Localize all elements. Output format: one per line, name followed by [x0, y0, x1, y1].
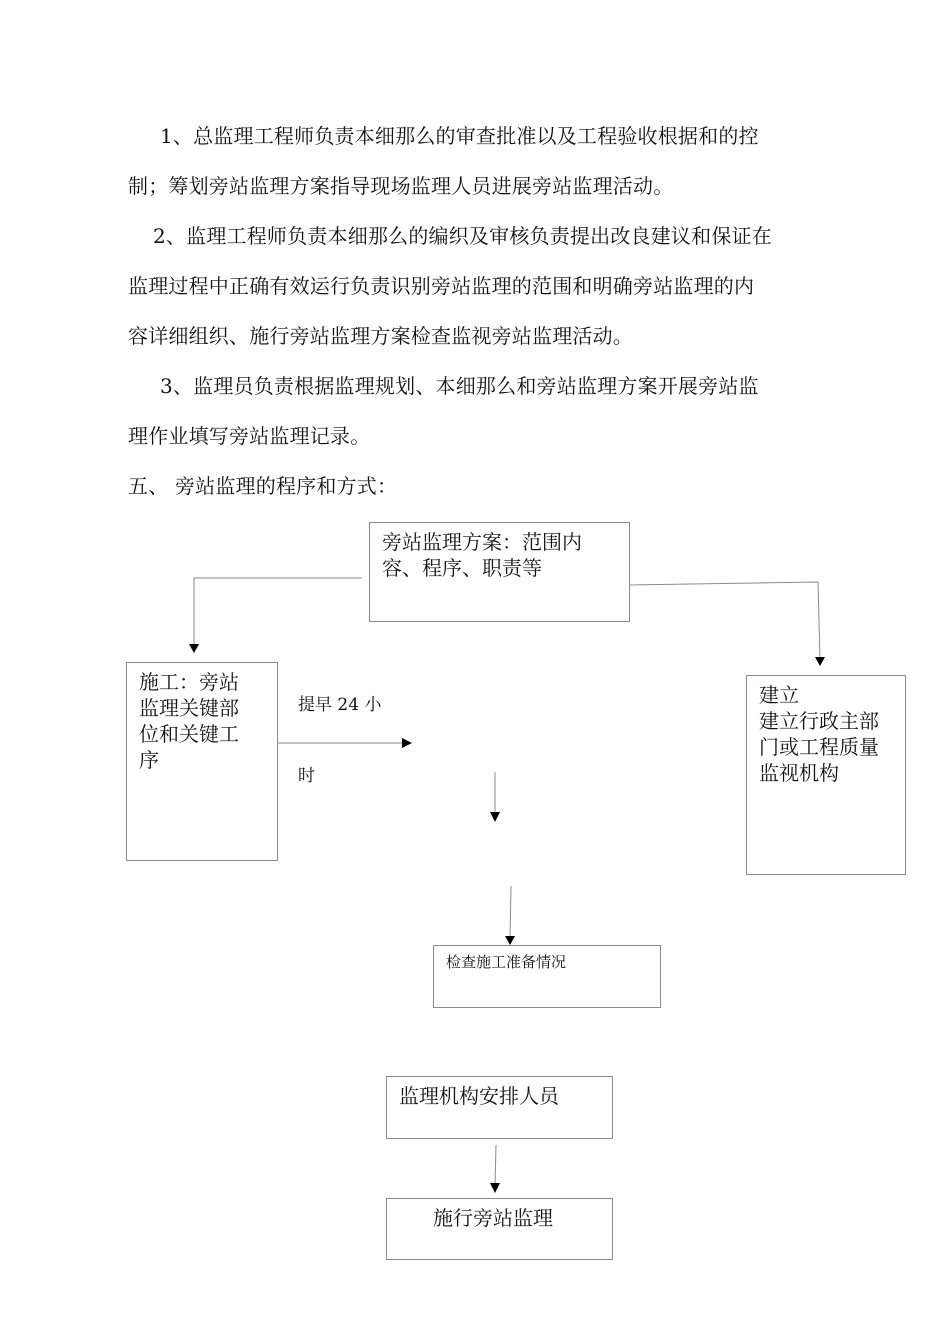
- admin-box-text: 建立 建立行政主部 门或工程质量 监视机构: [759, 683, 879, 785]
- connector-plan-to-construction: [194, 578, 362, 652]
- notify-label-top: 提早 24 小: [298, 695, 382, 715]
- staff-box: [386, 1076, 613, 1139]
- para-3-line-2: 理作业填写旁站监理记录。: [128, 424, 371, 448]
- para-2-line-3: 容详细组织、施行旁站监理方案检查监视旁站监理活动。: [128, 324, 633, 348]
- execute-box-text: 施行旁站监理: [433, 1206, 553, 1230]
- construction-box-text: 施工：旁站 监理关键部 位和关键工 序: [139, 670, 239, 772]
- connector-plan-to-admin: [630, 582, 820, 660]
- para-3-line-1: 3、监理员负责根据监理规划、本细那么和旁站监理方案开展旁站监: [160, 374, 759, 398]
- para-2-line-1: 2、监理工程师负责本细那么的编织及审核负责提出改良建议和保证在: [153, 224, 772, 248]
- para-1-line-1: 1、总监理工程师负责本细那么的审查批准以及工程验收根据和的控: [160, 124, 759, 148]
- para-2-line-2: 监理过程中正确有效运行负责识别旁站监理的范围和明确旁站监理的内: [128, 274, 755, 298]
- notify-label-bottom: 时: [298, 766, 315, 786]
- execute-box: [386, 1198, 613, 1260]
- plan-box-text: 旁站监理方案：范围内 容、程序、职责等: [382, 530, 582, 580]
- check-box: [433, 945, 661, 1008]
- check-box-text: 检查施工准备情况: [446, 953, 567, 971]
- plan-box: [369, 522, 630, 622]
- connector-staff-to-execute: [495, 1145, 496, 1186]
- construction-box: [126, 662, 278, 861]
- connector-to-check: [510, 886, 511, 938]
- admin-box: [746, 675, 906, 875]
- para-1-line-2: 制；筹划旁站监理方案指导现场监理人员进展旁站监理活动。: [128, 174, 674, 198]
- staff-box-text: 监理机构安排人员: [399, 1084, 559, 1108]
- section-heading: 五、 旁站监理的程序和方式：: [128, 474, 398, 498]
